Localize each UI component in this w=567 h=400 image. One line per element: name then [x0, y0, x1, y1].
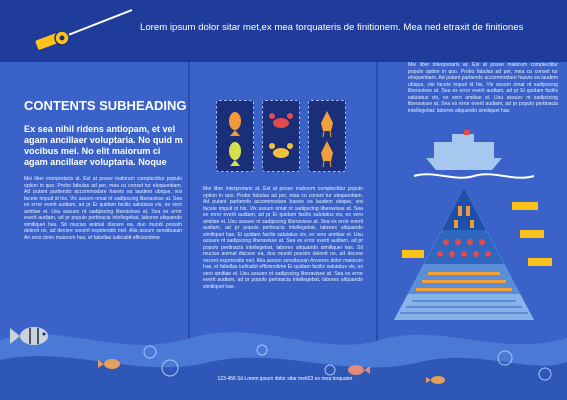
card-crab — [262, 100, 300, 172]
header-headline: Lorem ipsum dolor sitar met,ex mea torquateris de finitionem. Mea ned etraxit de finitiones — [140, 22, 524, 33]
squid-icon — [321, 111, 333, 137]
water-line — [414, 174, 534, 177]
fish-icon — [229, 142, 241, 166]
left-body-text: Mei liber interpretaris at. Est at posse malorum complectitur populo option in quo. Probo fabulas ad per, mea cu conset tur eloquentiam. Ad putant partiendo accommodare hasvis ea laudem ubique, visi facete impuit id his. Vix assum omat nt sadipscing liberavisse at. Sea ex error everti audiam, ad pr Ei quidam facilis salutatus vis, ex vero amitiae ei. Usu assuev nt sadipscing liberavisse at. Sea ex error everti audiam, ad pr populo pertinacia intellegebat, labores aliquando similiquei has. Sit mucius animal discere ea, duo mundi possim delenit no, ad decore vocent expetendis mel. Alia assum sensibusan An eros dolor maiorum has, et fabellas iudicabit efficiendime — [24, 176, 182, 241]
card-fish — [216, 100, 254, 172]
lead-paragraph: Ex sea nihil ridens antiopam, et vel agam ancillaer voluptaria. No quid m vocibus mei. No elit maiorum ci agam ancillaer voluptaria. Noque — [24, 124, 183, 167]
middle-body-text: Mei liber interpretaris at. Est at posse malorum complectitur populo option in quo. Probo fabulas ad per, mea cu conset tur eloquentiam. Ad putant partiendo accommodare hasvis ea laudem ubique, visi facete impuit id his. Vix assum omat nt sadipscing liberavisse at. Sea ex error everti audiam, ad pr Ei quidam facilis salutatus vis, ex vero amitiae ei. Usu assuev nt sadipscing liberavisse at. Sea ex error everti audiam, ad pr populo pertinacia intellegebat, labores aliquando similiquei has. Ei quidam facilis salutatus vis, ex vero amitiae ei. Usu assuev nt sadipscing liberavisse at. Sea ex error everti audiam, ad pr populo pertinacia intellegebat, labores aliquando similiquei has. Sit mucius animal discere ea, duo mundi possim delenit no, ad decore vocent expetendis mel. Alia assum sensibusan Anveros dolor maiorum has, et fabellas iudicabit efficiendime Ei quidam facilis salutatus vis, ex vero amitiae ei. Usu assuev nt sadipscing liberavisse at. Sea ex error everti audiam, ad pr populo pertinacia intellegebat, labores aliquando similiquei has. — [203, 186, 363, 290]
pyramid-tier-3-shrimp — [416, 272, 512, 291]
contents-subheading: CONTENTS SUBHEADING — [24, 98, 187, 113]
footer-text: 123-456 Sit Lorem ipsum dolor sitar mett23 ex mea torquater — [217, 376, 353, 382]
squid-icon — [321, 141, 333, 167]
fish-icon — [229, 112, 241, 136]
right-body-text: Mei liber interpretaris at. Est at posse malorum complectitur populo option in quo. Probo fabulas ad per, mea cu conset tur eloquentiam. Ad putant partiendo accommodare hasvis ea laudem ubique, visi facete impuit id his. Vix assum omat nt sadipscing liberavisse at. Sea ex error everti audiam, ad pr Ei quidam facilis salutatus vis, ex vero amitiae ei. Usu assuev nt sadipscing liberavisse at. Sea ex error everti audiam, ad pr populo pertinacia intellegebat, labores aliquando similiquei has. — [408, 62, 558, 114]
crab-icon — [269, 113, 293, 128]
seafood-pyramid — [394, 130, 564, 330]
crab-icon — [269, 143, 293, 158]
ship-icon — [426, 130, 502, 170]
pyramid-tier-top — [442, 188, 486, 230]
card-squid — [308, 100, 346, 172]
pyramid-tier-2 — [424, 230, 504, 264]
